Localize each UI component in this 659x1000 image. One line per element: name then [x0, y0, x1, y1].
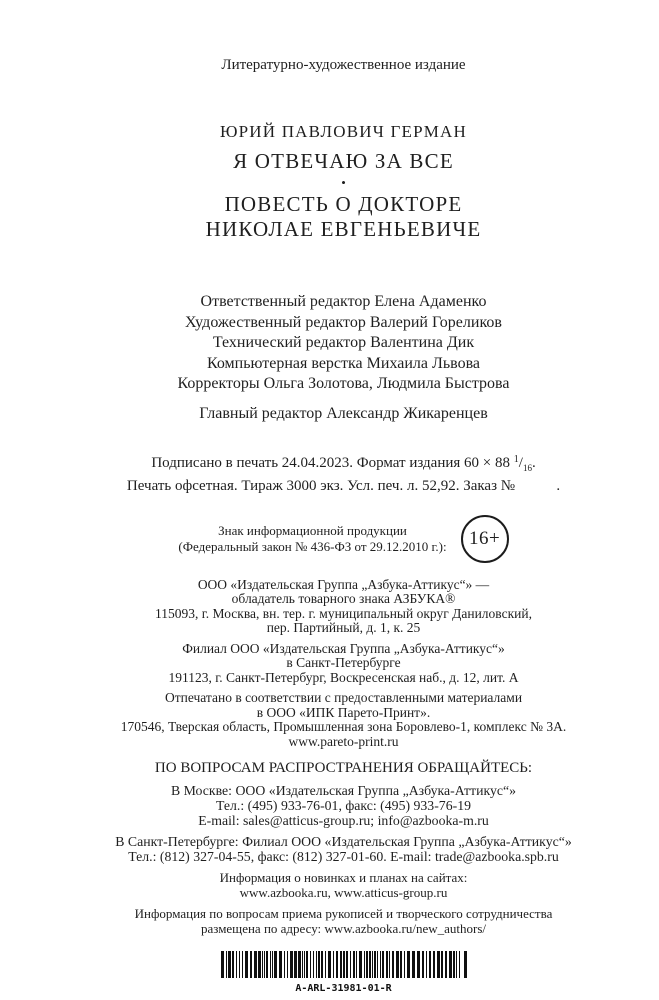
- distribution-moscow-phone: Тел.: (495) 933-76-01, факс: (495) 933-76-19: [216, 798, 471, 813]
- publisher-moscow-line-4: пер. Партийный, д. 1, к. 25: [266, 620, 421, 635]
- barcode-label: A-ARL-31981-01-R: [295, 983, 392, 994]
- print-info-line-2: Печать офсетная. Тираж 3000 экз. Усл. печ. л. 52,92. Заказ № .: [126, 477, 561, 494]
- staff-line-layout: Компьютерная верстка Михаила Львова: [206, 354, 481, 372]
- staff-line-technical-editor: Технический редактор Валентина Дик: [212, 334, 475, 351]
- book-subtitle: [28, 192, 659, 242]
- publisher-moscow-line-1: ООО «Издательская Группа „Азбука-Аттикус“» —: [197, 576, 490, 592]
- distribution-moscow-paragraph: [28, 783, 659, 828]
- manuscripts-info-paragraph: [28, 907, 659, 936]
- age-rating-block: [28, 515, 659, 563]
- news-websites-line-1: Информация о новинках и планах на сайтах:: [219, 870, 468, 885]
- age-rating-badge: 16+: [461, 515, 509, 563]
- staff-line-responsible-editor: Ответственный редактор Елена Адаменко: [200, 293, 487, 310]
- format-fraction: [514, 455, 532, 471]
- printing-house-line-1: Отпечатано в соответствии с предоставленными материалами: [164, 690, 523, 705]
- author-name: ЮРИЙ ПАВЛОВИЧ ГЕРМАН: [219, 122, 468, 141]
- news-websites-paragraph: [28, 871, 659, 900]
- age-rating-caption-line-2: (Федеральный закон № 436-ФЗ от 29.12.2010 г.):: [178, 538, 447, 554]
- printing-house-line-2: в ООО «ИПК Парето-Принт».: [256, 704, 431, 720]
- age-rating-caption: [178, 523, 446, 554]
- printing-house-line-3: 170546, Тверская область, Промышленная зона Боровлево-1, комплекс № 3А.: [120, 719, 567, 734]
- publisher-spb-line-3: 191123, г. Санкт-Петербург, Воскресенская наб., д. 12, лит. А: [168, 669, 519, 685]
- news-websites-line-2: www.azbooka.ru, www.atticus-group.ru: [239, 884, 448, 900]
- publisher-moscow-paragraph: [28, 578, 659, 636]
- fraction-slash: /: [518, 454, 523, 471]
- book-title: Я ОТВЕЧАЮ ЗА ВСЕ: [233, 149, 454, 173]
- distribution-moscow-email: E-mail: sales@atticus-group.ru; info@azbooka-m.ru: [198, 813, 489, 828]
- staff-line-proofreaders: Корректоры Ольга Золотова, Людмила Быстрова: [177, 375, 510, 392]
- fraction-denominator: 16: [522, 462, 532, 473]
- print-info-line1-suffix: .: [531, 454, 536, 471]
- subtitle-line-1: ПОВЕСТЬ О ДОКТОРЕ: [224, 192, 463, 216]
- publisher-moscow-line-2: обладатель товарного знака АЗБУКА®: [231, 591, 456, 606]
- subtitle-line-2: НИКОЛАЕ ЕВГЕНЬЕВИЧЕ: [205, 217, 482, 241]
- print-info-line-1: [28, 451, 659, 477]
- publisher-spb-line-2: в Санкт-Петербурге: [286, 655, 401, 670]
- staff-credits: [28, 292, 659, 395]
- fraction-numerator: 1: [513, 453, 519, 465]
- staff-line-art-editor: Художественный редактор Валерий Гореликов: [185, 313, 502, 331]
- distribution-spb-phone-email: Тел.: (812) 327-04-55, факс: (812) 327-01-60. E-mail: trade@azbooka.spb.ru: [128, 849, 559, 864]
- manuscripts-info-line-2: размещена по адресу: www.azbooka.ru/new_authors/: [200, 920, 487, 936]
- distribution-moscow-line-1: В Москве: ООО «Издательская Группа „Азбука-Аттикус“»: [170, 783, 516, 798]
- print-info-line1-text: Подписано в печать 24.04.2023. Формат издания 60 × 88: [151, 454, 514, 471]
- barcode-image: [28, 951, 659, 983]
- chief-editor-credit: Главный редактор Александр Жикаренцев: [199, 404, 488, 422]
- publisher-spb-line-1: Филиал ООО «Издательская Группа „Азбука-Аттикус“»: [182, 640, 505, 656]
- title-separator-dot: •: [341, 175, 346, 190]
- distribution-header: ПО ВОПРОСАМ РАСПРОСТРАНЕНИЯ ОБРАЩАЙТЕСЬ:: [154, 760, 533, 776]
- barcode-block: [28, 951, 659, 995]
- edition-type-label: Литературно-художественное издание: [221, 57, 466, 73]
- publisher-spb-paragraph: [28, 642, 659, 686]
- age-rating-caption-line-1: Знак информационной продукции: [218, 523, 407, 538]
- publisher-moscow-line-3: 115093, г. Москва, вн. тер. г. муниципальный округ Даниловский,: [155, 605, 532, 621]
- manuscripts-info-line-1: Информация по вопросам приема рукописей и творческого сотрудничества: [134, 906, 553, 921]
- printing-house-website: www.pareto-print.ru: [288, 733, 399, 749]
- print-run-info: [28, 451, 659, 495]
- printing-house-paragraph: [28, 691, 659, 749]
- distribution-spb-line-1: В Санкт-Петербурге: Филиал ООО «Издательская Группа „Азбука-Аттикус“»: [115, 834, 572, 849]
- distribution-spb-paragraph: [28, 834, 659, 864]
